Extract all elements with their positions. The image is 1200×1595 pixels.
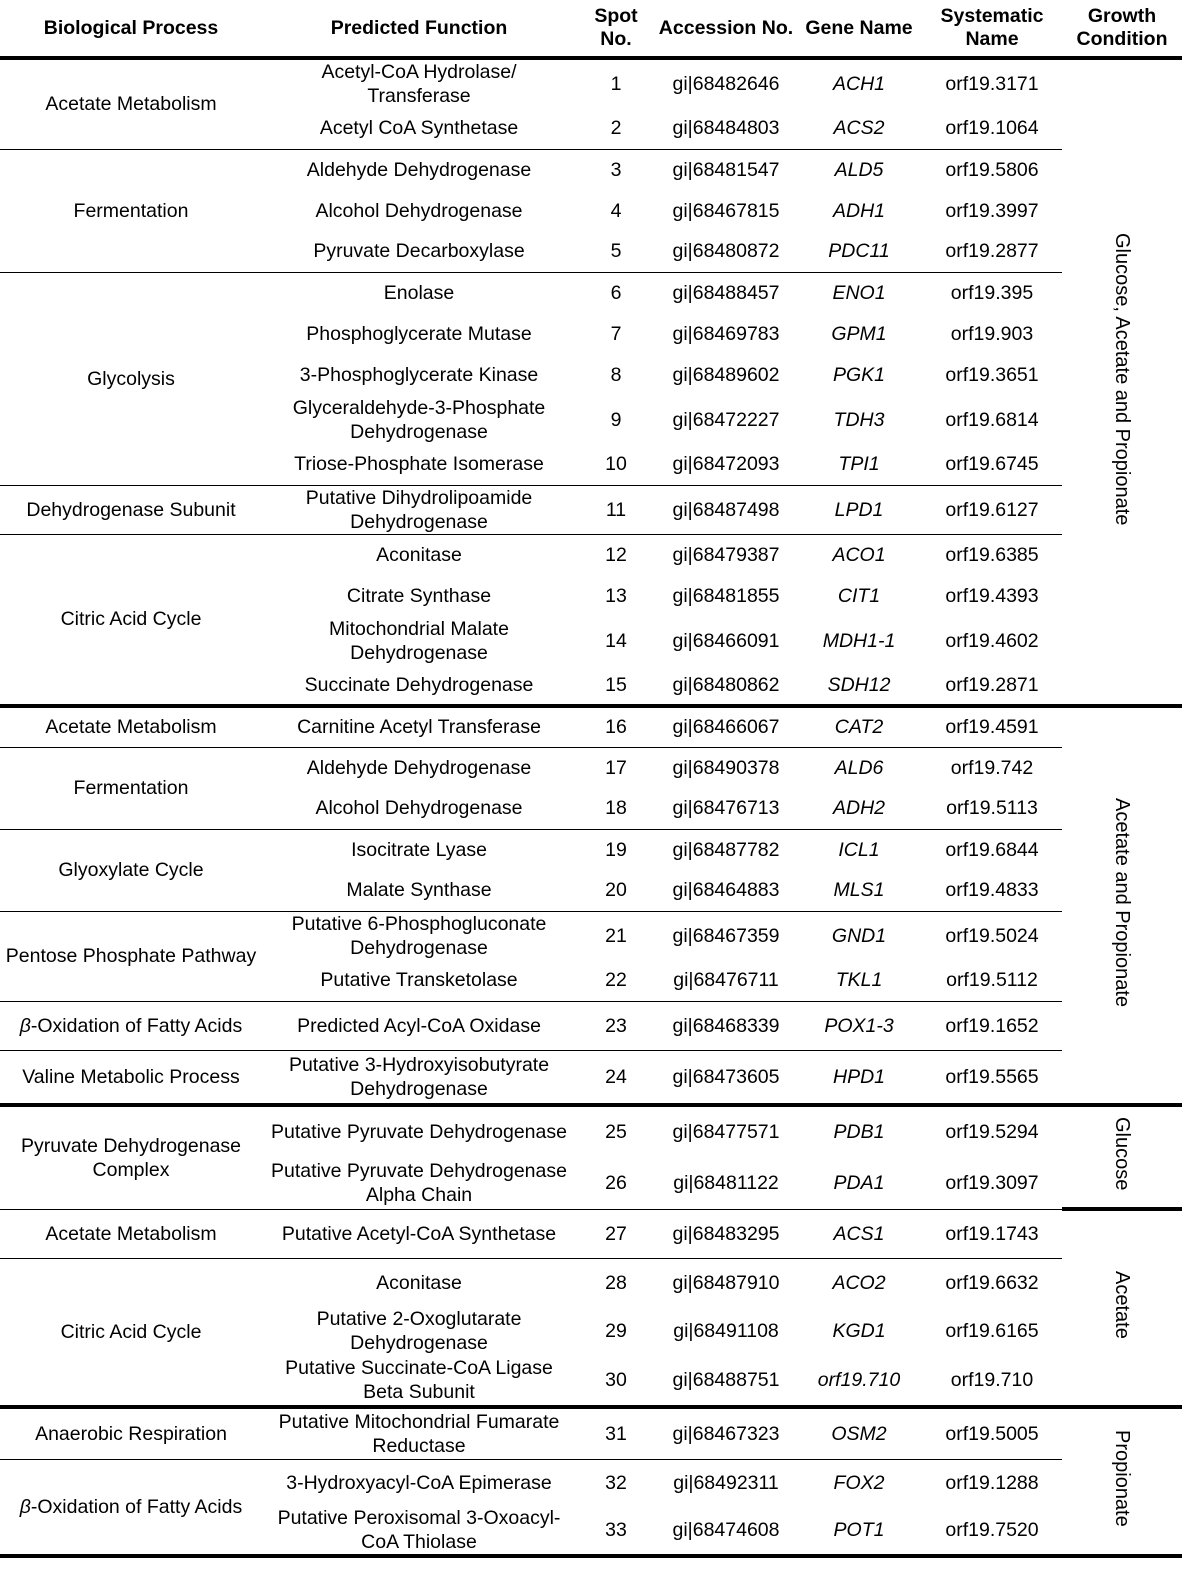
accession-no-cell: gi|68467359 bbox=[672, 924, 780, 947]
accession-no-cell: gi|68481855 bbox=[672, 584, 780, 607]
predicted-function-cell: Mitochondrial Malate Dehydrogenase bbox=[329, 617, 509, 664]
gene-name-cell: MLS1 bbox=[796, 870, 922, 911]
table-row bbox=[0, 1001, 1182, 1050]
predicted-function-cell: Aconitase bbox=[376, 543, 462, 566]
predicted-function-cell: Putative 6-Phosphogluconate Dehydrogenase bbox=[291, 912, 547, 959]
gene-name-cell: orf19.710 bbox=[796, 1355, 922, 1407]
accession-no-cell: gi|68483295 bbox=[656, 1209, 796, 1258]
table-row bbox=[0, 1407, 1182, 1459]
predicted-function-cell: Predicted Acyl-CoA Oxidase bbox=[262, 1001, 576, 1050]
table-row bbox=[0, 706, 1182, 747]
gene-name-cell: POX1-3 bbox=[796, 1001, 922, 1050]
spot-no-cell: 10 bbox=[576, 444, 656, 485]
spot-no-cell: 29 bbox=[605, 1320, 627, 1342]
predicted-function-cell: Putative 3-Hydroxyisobutyrate Dehydrogenase bbox=[262, 1050, 576, 1105]
table-row bbox=[0, 149, 1182, 190]
predicted-function-cell: Putative Peroxisomal 3-Oxoacyl-CoA Thiolase bbox=[262, 1506, 576, 1556]
table-row bbox=[0, 1105, 1182, 1157]
accession-no-cell: gi|68476711 bbox=[656, 960, 796, 1001]
table-row bbox=[0, 829, 1182, 870]
biological-process-cell bbox=[0, 1209, 262, 1258]
spot-no-cell: 15 bbox=[576, 665, 656, 706]
accession-no-cell: gi|68472093 bbox=[656, 444, 796, 485]
spot-no-cell: 8 bbox=[610, 363, 622, 386]
accession-no-cell: gi|68469783 bbox=[672, 322, 780, 345]
biological-process-cell bbox=[0, 58, 262, 149]
accession-no-cell: gi|68491108 bbox=[673, 1320, 779, 1342]
biological-process-cell bbox=[0, 149, 262, 272]
spot-no-cell: 20 bbox=[576, 870, 656, 911]
process-label: Pyruvate Dehydrogenase Complex bbox=[20, 1134, 242, 1181]
systematic-name-cell: orf19.6844 bbox=[945, 838, 1039, 861]
growth-condition-cell bbox=[1062, 58, 1182, 706]
gene-name-cell: ADH2 bbox=[796, 788, 922, 829]
growth-condition-label: Glucose bbox=[1111, 1117, 1133, 1191]
spot-no-cell: 9 bbox=[610, 408, 622, 431]
predicted-function-cell: Alcohol Dehydrogenase bbox=[262, 788, 576, 829]
predicted-function-cell: Putative Succinate-CoA Ligase Beta Subunit bbox=[262, 1355, 576, 1407]
predicted-function-cell: Putative Dihydrolipoamide Dehydrogenase bbox=[262, 485, 576, 534]
growth-condition-label: Glucose, Acetate and Propionate bbox=[1111, 232, 1133, 526]
table-row bbox=[0, 1050, 1182, 1105]
predicted-function-cell: Aldehyde Dehydrogenase bbox=[306, 158, 532, 181]
gene-name-cell: ALD6 bbox=[834, 756, 884, 779]
header-spot-no: Spot No. bbox=[576, 0, 656, 58]
gene-name-cell: TKL1 bbox=[796, 960, 922, 1001]
process-label: Acetate Metabolism bbox=[45, 716, 217, 739]
predicted-function-cell: Phosphoglycerate Mutase bbox=[306, 322, 532, 345]
growth-condition-label: Acetate bbox=[1111, 1271, 1133, 1339]
systematic-name-cell: orf19.5005 bbox=[922, 1407, 1062, 1459]
table-row bbox=[0, 1209, 1182, 1258]
gene-name-cell: LPD1 bbox=[796, 485, 922, 534]
accession-no-cell: gi|68473605 bbox=[656, 1050, 796, 1105]
header-systematic-name: Systematic Name bbox=[922, 0, 1062, 58]
spot-no-cell: 13 bbox=[605, 584, 627, 607]
systematic-name-cell: orf19.2871 bbox=[922, 665, 1062, 706]
systematic-name-cell: orf19.903 bbox=[950, 322, 1034, 345]
table-row bbox=[0, 534, 1182, 575]
systematic-name-cell: orf19.3171 bbox=[945, 73, 1039, 95]
systematic-name-cell: orf19.7520 bbox=[922, 1506, 1062, 1556]
systematic-name-cell: orf19.1743 bbox=[922, 1209, 1062, 1258]
spot-no-cell: 12 bbox=[605, 543, 627, 566]
spot-no-cell: 25 bbox=[605, 1121, 627, 1143]
systematic-name-cell: orf19.6632 bbox=[945, 1271, 1039, 1294]
biological-process-cell bbox=[0, 1105, 262, 1209]
accession-no-cell: gi|68488457 bbox=[672, 281, 780, 304]
process-italic-prefix: β bbox=[19, 1495, 31, 1518]
systematic-name-cell: orf19.6165 bbox=[945, 1320, 1039, 1342]
gene-name-cell: TDH3 bbox=[833, 408, 885, 431]
gene-name-cell: PGK1 bbox=[832, 363, 886, 386]
systematic-name-cell: orf19.4591 bbox=[922, 706, 1062, 747]
spot-no-cell: 4 bbox=[610, 199, 622, 222]
process-label: Acetate Metabolism bbox=[45, 93, 217, 116]
table-row bbox=[0, 272, 1182, 313]
gene-name-cell: ALD5 bbox=[834, 158, 884, 181]
growth-condition-cell bbox=[1062, 1407, 1182, 1556]
gene-name-cell: ENO1 bbox=[832, 281, 886, 304]
biological-process-cell bbox=[0, 534, 262, 706]
biological-process-cell bbox=[0, 1459, 262, 1556]
process-label: Pentose Phosphate Pathway bbox=[5, 945, 257, 967]
spot-no-cell: 14 bbox=[605, 629, 627, 652]
spot-no-cell: 27 bbox=[576, 1209, 656, 1258]
accession-no-cell: gi|68467815 bbox=[672, 199, 780, 222]
systematic-name-cell: orf19.742 bbox=[950, 756, 1034, 779]
systematic-name-cell: orf19.1288 bbox=[945, 1471, 1039, 1494]
gene-name-cell: ACS1 bbox=[796, 1209, 922, 1258]
systematic-name-cell: orf19.1064 bbox=[922, 108, 1062, 149]
process-label: Citric Acid Cycle bbox=[60, 608, 202, 631]
growth-condition-label: Propionate bbox=[1111, 1430, 1133, 1527]
accession-no-cell: gi|68474608 bbox=[656, 1506, 796, 1556]
systematic-name-cell: orf19.710 bbox=[922, 1355, 1062, 1407]
spot-no-cell: 6 bbox=[610, 281, 622, 304]
process-label: Valine Metabolic Process bbox=[22, 1065, 240, 1088]
accession-no-cell: gi|68487910 bbox=[672, 1271, 780, 1294]
accession-no-cell: gi|68487782 bbox=[672, 838, 780, 861]
process-label: Fermentation bbox=[73, 777, 189, 799]
gene-name-cell: ACS2 bbox=[796, 108, 922, 149]
accession-no-cell: gi|68490378 bbox=[672, 756, 780, 779]
systematic-name-cell: orf19.6745 bbox=[922, 444, 1062, 485]
systematic-name-cell: orf19.5024 bbox=[945, 924, 1039, 947]
gene-name-cell: PDC11 bbox=[796, 231, 922, 272]
spot-no-cell: 24 bbox=[576, 1050, 656, 1105]
accession-no-cell: gi|68476713 bbox=[656, 788, 796, 829]
predicted-function-cell: Malate Synthase bbox=[262, 870, 576, 911]
gene-name-cell: PDA1 bbox=[796, 1157, 922, 1209]
spot-no-cell: 5 bbox=[576, 231, 656, 272]
accession-no-cell: gi|68480872 bbox=[656, 231, 796, 272]
process-italic-prefix: β bbox=[19, 1014, 31, 1037]
process-label: Glyoxylate Cycle bbox=[58, 859, 204, 881]
predicted-function-cell: Enolase bbox=[383, 281, 455, 304]
spot-no-cell: 30 bbox=[576, 1355, 656, 1407]
process-label: Citric Acid Cycle bbox=[60, 1320, 202, 1343]
accession-no-cell: gi|68492311 bbox=[673, 1471, 779, 1494]
process-label: -Oxidation of Fatty Acids bbox=[30, 1014, 243, 1037]
predicted-function-cell: Putative 2-Oxoglutarate Dehydrogenase bbox=[316, 1308, 522, 1354]
header-biological-process: Biological Process bbox=[0, 0, 262, 58]
accession-no-cell: gi|68489602 bbox=[672, 363, 780, 386]
systematic-name-cell: orf19.3097 bbox=[922, 1157, 1062, 1209]
systematic-name-cell: orf19.6814 bbox=[945, 408, 1039, 431]
predicted-function-cell: 3-Phosphoglycerate Kinase bbox=[299, 363, 539, 386]
process-label: Glycolysis bbox=[87, 367, 175, 390]
gene-name-cell: GND1 bbox=[831, 924, 887, 947]
predicted-function-cell: Citrate Synthase bbox=[346, 584, 492, 607]
process-label: Anaerobic Respiration bbox=[35, 1422, 227, 1445]
biological-process-cell bbox=[0, 706, 262, 747]
predicted-function-cell: Putative Transketolase bbox=[262, 960, 576, 1001]
systematic-name-cell: orf19.1652 bbox=[922, 1001, 1062, 1050]
accession-no-cell: gi|68472227 bbox=[672, 408, 780, 431]
predicted-function-cell: Putative Pyruvate Dehydrogenase bbox=[271, 1121, 567, 1143]
systematic-name-cell: orf19.5113 bbox=[922, 788, 1062, 829]
spot-no-cell: 22 bbox=[576, 960, 656, 1001]
predicted-function-cell: Carnitine Acetyl Transferase bbox=[262, 706, 576, 747]
table-row bbox=[0, 1459, 1182, 1506]
accession-no-cell: gi|68468339 bbox=[656, 1001, 796, 1050]
predicted-function-cell: Alcohol Dehydrogenase bbox=[315, 199, 523, 222]
growth-condition-cell bbox=[1062, 1209, 1182, 1407]
spot-no-cell: 32 bbox=[605, 1471, 627, 1494]
gene-name-cell: SDH12 bbox=[796, 665, 922, 706]
biological-process-cell bbox=[0, 272, 262, 485]
biological-process-cell bbox=[0, 1407, 262, 1459]
gene-name-cell: CIT1 bbox=[837, 584, 881, 607]
spot-no-cell: 7 bbox=[610, 322, 622, 345]
header-row bbox=[0, 0, 1182, 58]
spot-no-cell: 16 bbox=[576, 706, 656, 747]
header-gene-name: Gene Name bbox=[796, 0, 922, 58]
spot-no-cell: 21 bbox=[605, 924, 627, 947]
systematic-name-cell: orf19.3651 bbox=[945, 363, 1039, 386]
table-body bbox=[0, 58, 1182, 1556]
gene-name-cell: ACO1 bbox=[832, 543, 886, 566]
accession-no-cell: gi|68481547 bbox=[672, 158, 780, 181]
table-row bbox=[0, 1258, 1182, 1307]
biological-process-cell bbox=[0, 911, 262, 1001]
systematic-name-cell: orf19.395 bbox=[950, 281, 1034, 304]
accession-no-cell: gi|68467323 bbox=[656, 1407, 796, 1459]
systematic-name-cell: orf19.5806 bbox=[945, 158, 1039, 181]
accession-no-cell: gi|68479387 bbox=[672, 543, 780, 566]
header-accession-no: Accession No. bbox=[656, 0, 796, 58]
predicted-function-cell: Succinate Dehydrogenase bbox=[262, 665, 576, 706]
biological-process-cell bbox=[0, 829, 262, 911]
biological-process-cell bbox=[0, 1050, 262, 1105]
gene-name-cell: CAT2 bbox=[796, 706, 922, 747]
accession-no-cell: gi|68466091 bbox=[672, 629, 780, 652]
accession-no-cell: gi|68482646 bbox=[672, 73, 780, 95]
accession-no-cell: gi|68487498 bbox=[656, 485, 796, 534]
predicted-function-cell: Glyceraldehyde-3-Phosphate Dehydrogenase bbox=[292, 396, 546, 443]
accession-no-cell: gi|68466067 bbox=[656, 706, 796, 747]
gene-name-cell: KGD1 bbox=[832, 1320, 886, 1342]
predicted-function-cell: Acetyl-CoA Hydrolase/ Transferase bbox=[321, 61, 517, 107]
gene-name-cell: PDB1 bbox=[833, 1121, 885, 1143]
systematic-name-cell: orf19.6127 bbox=[922, 485, 1062, 534]
gene-name-cell: ADH1 bbox=[832, 199, 886, 222]
spot-no-cell: 33 bbox=[576, 1506, 656, 1556]
gene-name-cell: POT1 bbox=[796, 1506, 922, 1556]
spot-no-cell: 28 bbox=[605, 1271, 627, 1294]
gene-name-cell: FOX2 bbox=[833, 1471, 885, 1494]
gene-name-cell: ICL1 bbox=[838, 838, 880, 861]
spot-no-cell: 26 bbox=[576, 1157, 656, 1209]
systematic-name-cell: orf19.5294 bbox=[945, 1121, 1039, 1143]
systematic-name-cell: orf19.4833 bbox=[922, 870, 1062, 911]
gene-name-cell: GPM1 bbox=[831, 322, 887, 345]
spot-no-cell: 31 bbox=[576, 1407, 656, 1459]
gene-name-cell: ACH1 bbox=[832, 73, 886, 95]
predicted-function-cell: Aldehyde Dehydrogenase bbox=[306, 756, 532, 779]
biological-process-cell bbox=[0, 747, 262, 829]
header-growth-condition: Growth Condition bbox=[1062, 0, 1182, 58]
predicted-function-cell: Putative Pyruvate Dehydrogenase Alpha Chain bbox=[262, 1157, 576, 1209]
accession-no-cell: gi|68480862 bbox=[656, 665, 796, 706]
growth-condition-cell bbox=[1062, 1105, 1182, 1209]
systematic-name-cell: orf19.4602 bbox=[945, 629, 1039, 652]
table-row bbox=[0, 911, 1182, 960]
systematic-name-cell: orf19.4393 bbox=[945, 584, 1039, 607]
predicted-function-cell: Triose-Phosphate Isomerase bbox=[262, 444, 576, 485]
predicted-function-cell: Pyruvate Decarboxylase bbox=[262, 231, 576, 272]
accession-no-cell: gi|68488751 bbox=[656, 1355, 796, 1407]
gene-name-cell: ACO2 bbox=[832, 1271, 886, 1294]
process-label: -Oxidation of Fatty Acids bbox=[30, 1495, 243, 1518]
gene-name-cell: MDH1-1 bbox=[822, 629, 896, 652]
growth-condition-label: Acetate and Propionate bbox=[1111, 797, 1133, 1008]
spot-no-cell: 19 bbox=[605, 838, 627, 861]
spot-no-cell: 2 bbox=[576, 108, 656, 149]
systematic-name-cell: orf19.5565 bbox=[922, 1050, 1062, 1105]
predicted-function-cell: Isocitrate Lyase bbox=[351, 838, 487, 861]
accession-no-cell: gi|68464883 bbox=[656, 870, 796, 911]
spot-no-cell: 17 bbox=[605, 756, 627, 779]
systematic-name-cell: orf19.3997 bbox=[945, 199, 1039, 222]
accession-no-cell: gi|68477571 bbox=[672, 1121, 780, 1143]
process-label: Dehydrogenase Subunit bbox=[26, 498, 236, 521]
biological-process-cell bbox=[0, 485, 262, 534]
spot-no-cell: 1 bbox=[610, 73, 622, 95]
predicted-function-cell: Acetyl CoA Synthetase bbox=[262, 108, 576, 149]
process-label: Fermentation bbox=[73, 199, 189, 222]
predicted-function-cell: Putative Mitochondrial Fumarate Reductase bbox=[262, 1407, 576, 1459]
table-row bbox=[0, 485, 1182, 534]
accession-no-cell: gi|68484803 bbox=[656, 108, 796, 149]
biological-process-cell bbox=[0, 1258, 262, 1407]
systematic-name-cell: orf19.2877 bbox=[922, 231, 1062, 272]
biological-process-cell bbox=[0, 1001, 262, 1050]
table-row bbox=[0, 747, 1182, 788]
growth-condition-cell bbox=[1062, 706, 1182, 1105]
predicted-function-cell: Aconitase bbox=[376, 1271, 462, 1294]
table-row bbox=[0, 58, 1182, 108]
accession-no-cell: gi|68481122 bbox=[656, 1157, 796, 1209]
spot-no-cell: 11 bbox=[576, 485, 656, 534]
systematic-name-cell: orf19.6385 bbox=[945, 543, 1039, 566]
spot-no-cell: 3 bbox=[610, 158, 622, 181]
predicted-function-cell: 3-Hydroxyacyl-CoA Epimerase bbox=[286, 1471, 552, 1494]
gene-name-cell: TPI1 bbox=[796, 444, 922, 485]
systematic-name-cell: orf19.5112 bbox=[922, 960, 1062, 1001]
spot-no-cell: 18 bbox=[576, 788, 656, 829]
gene-name-cell: HPD1 bbox=[796, 1050, 922, 1105]
spot-no-cell: 23 bbox=[576, 1001, 656, 1050]
header-predicted-function: Predicted Function bbox=[262, 0, 576, 58]
predicted-function-cell: Putative Acetyl-CoA Synthetase bbox=[262, 1209, 576, 1258]
gene-name-cell: OSM2 bbox=[796, 1407, 922, 1459]
process-label: Acetate Metabolism bbox=[45, 1222, 217, 1245]
